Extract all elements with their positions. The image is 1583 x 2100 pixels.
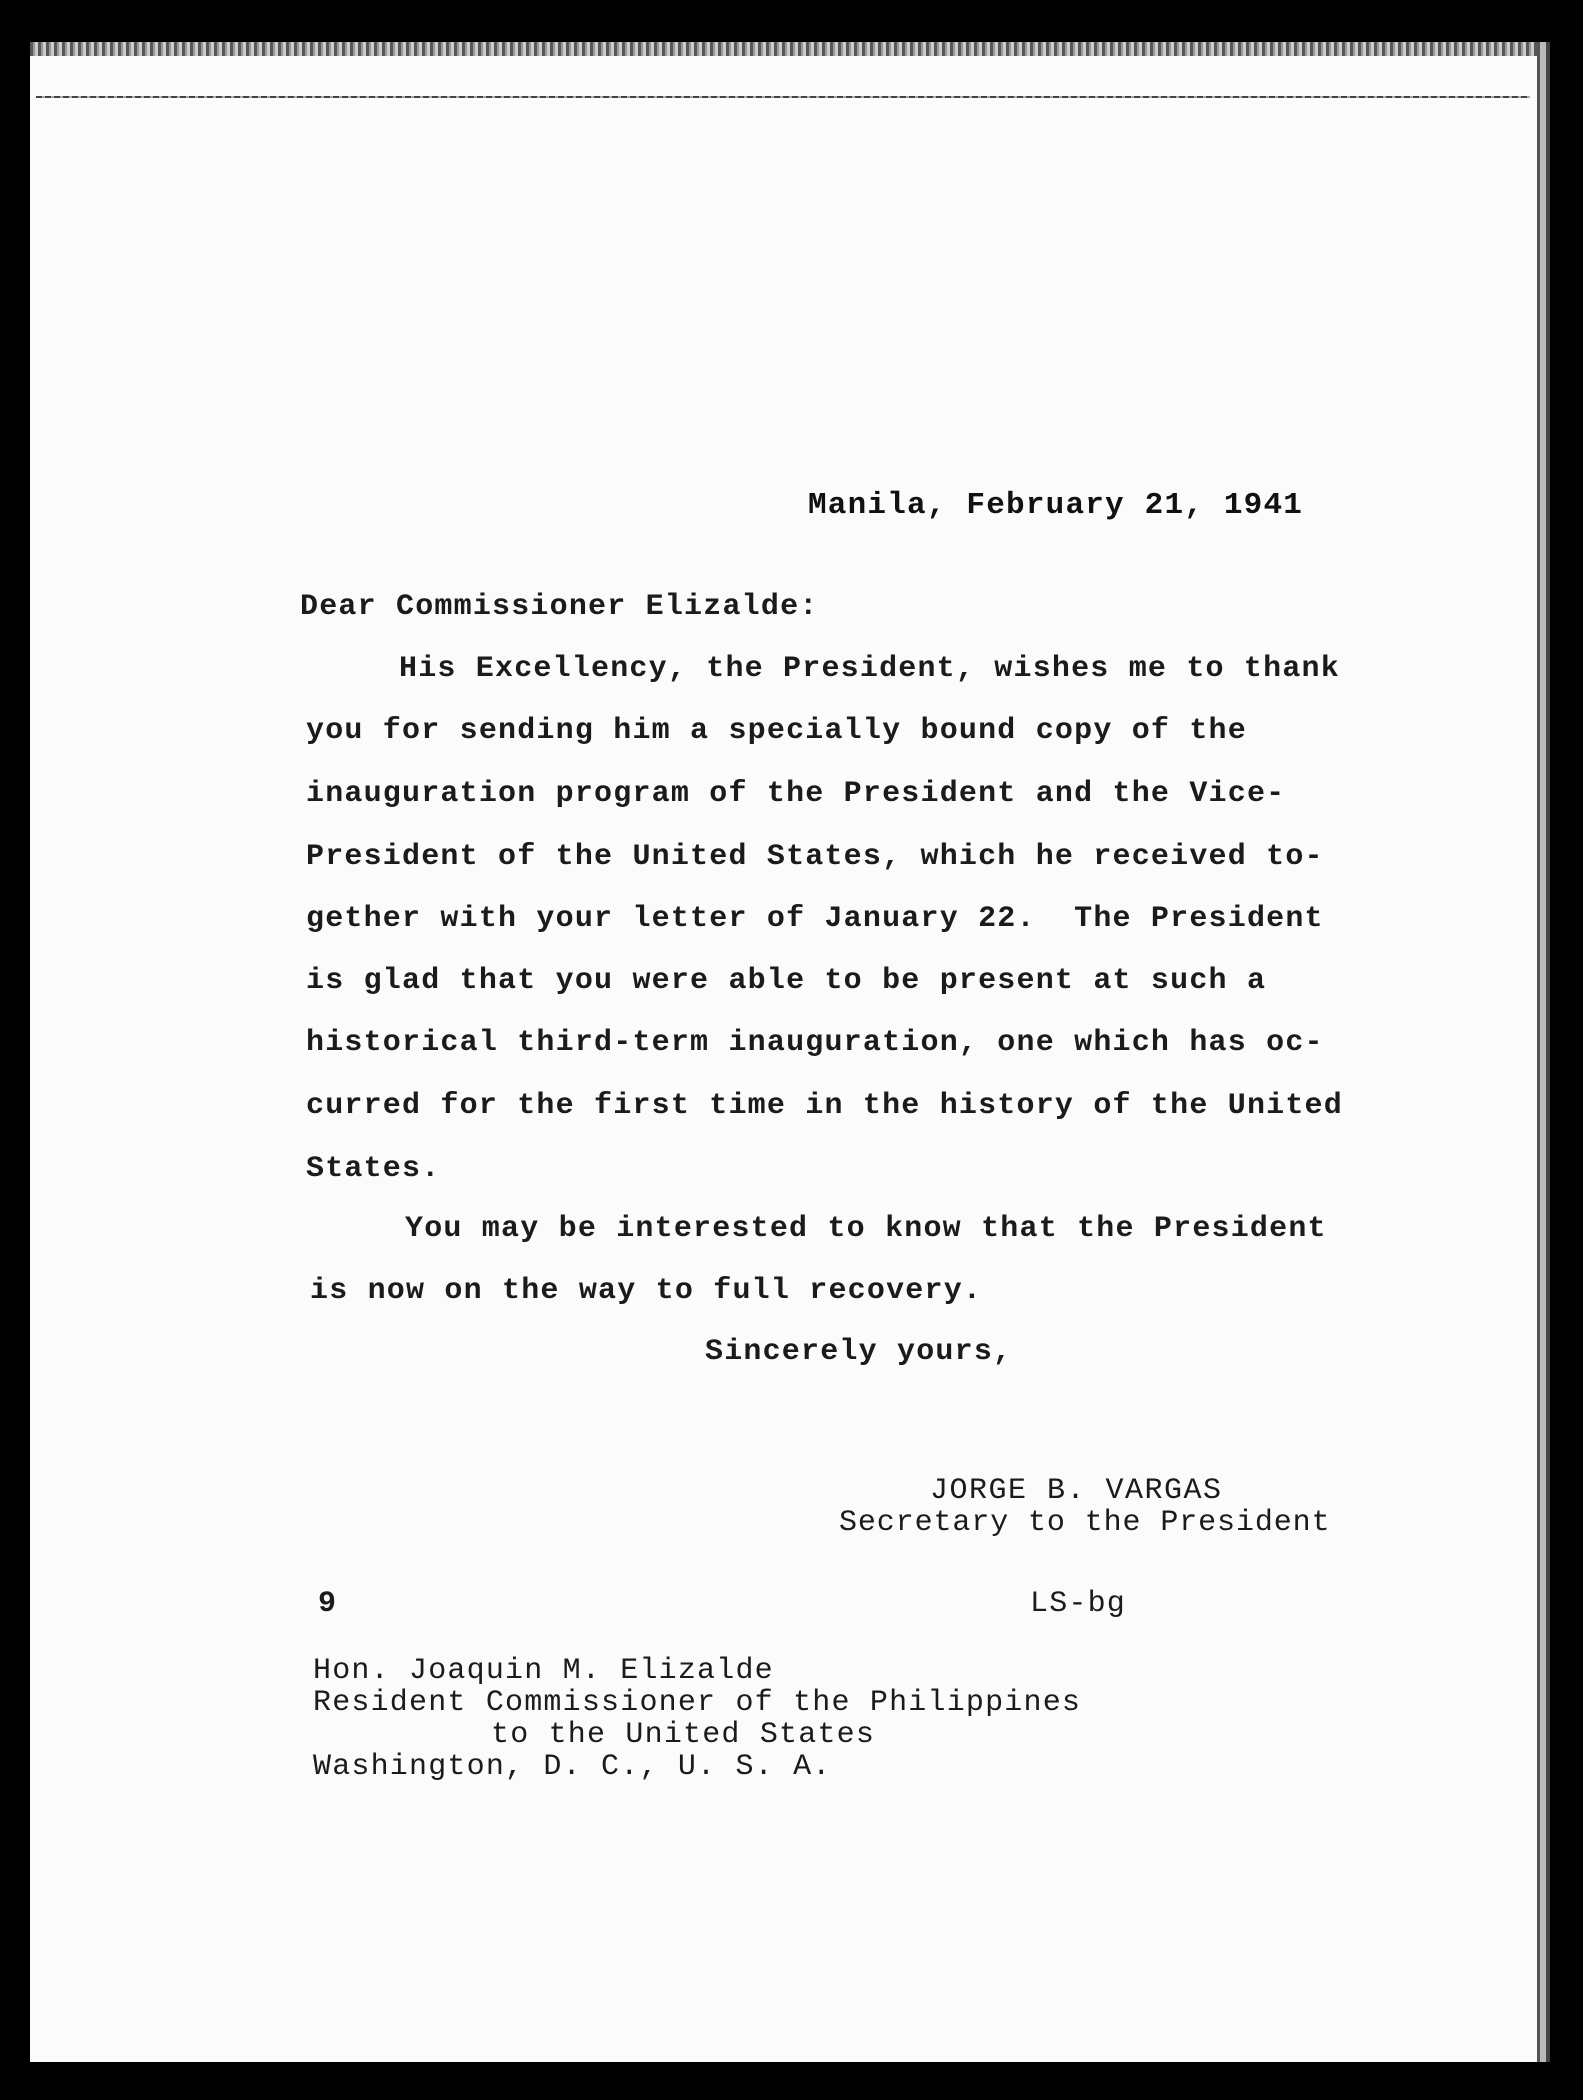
body-line: You may be interested to know that the President: [405, 1212, 1327, 1246]
addressee-line: to the United States: [491, 1718, 876, 1752]
signer-title: Secretary to the President: [839, 1506, 1331, 1540]
reference-initials: LS-bg: [1030, 1587, 1127, 1621]
body-line: President of the United States, which he received to-: [306, 840, 1324, 874]
addressee-line: Resident Commissioner of the Philippines: [313, 1686, 1082, 1720]
letter-page: [30, 42, 1540, 2062]
page-top-edge: [30, 42, 1537, 56]
dateline: Manila, February 21, 1941: [808, 488, 1304, 523]
body-line: you for sending him a specially bound copy of the: [306, 714, 1247, 748]
body-line: historical third-term inauguration, one which has oc-: [306, 1026, 1324, 1060]
body-line: curred for the first time in the history of the United: [306, 1089, 1343, 1123]
page-rule-line: [36, 96, 1530, 98]
body-line: inauguration program of the President and the Vice-: [306, 777, 1286, 811]
addressee-line: Hon. Joaquin M. Elizalde: [313, 1654, 774, 1688]
body-line: gether with your letter of January 22. The President: [306, 902, 1324, 936]
page-mark: 9: [318, 1587, 338, 1621]
addressee-line: Washington, D. C., U. S. A.: [313, 1750, 832, 1784]
closing: Sincerely yours,: [705, 1335, 1013, 1369]
body-line: His Excellency, the President, wishes me to thank: [399, 652, 1340, 686]
body-line: States.: [306, 1152, 441, 1186]
signer-name: JORGE B. VARGAS: [930, 1474, 1223, 1508]
body-line: is now on the way to full recovery.: [310, 1274, 983, 1308]
body-line: is glad that you were able to be present at such a: [306, 964, 1267, 998]
salutation: Dear Commissioner Elizalde:: [300, 590, 819, 624]
